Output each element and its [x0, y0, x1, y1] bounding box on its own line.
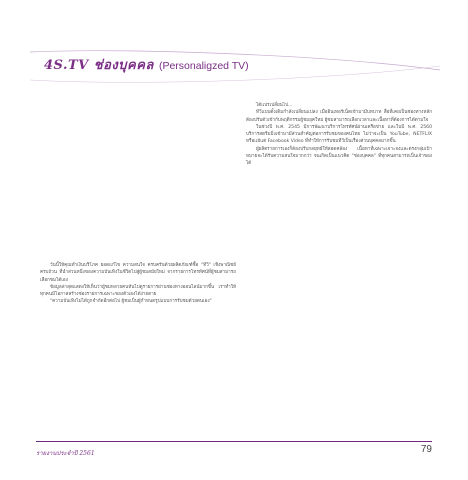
footer-divider: [36, 441, 432, 442]
right-paragraph: ผู้ผลิตรายการเองก็ต้องปรับกลยุทธ์ให้สอดคล้อง เนื้อหาที่เฉพาะเจาะจงและตรงกลุ่มเป้าหมายจะได้รับความสนใจมากกว่า จนเกิดเป็นแนวคิด "ช่องบุคคล" ที่ทุกคนสามารถเป็นเจ้าของได้: [246, 146, 432, 167]
footer-report-title: รายงานประจำปี 2561: [36, 450, 95, 457]
section-title: [44, 54, 249, 75]
right-paragraph: ในช่วงปี พ.ศ. 2545 มีการพัฒนาบริการโทรทัศน์ผ่านเครือข่าย และในปี พ.ศ. 2560 บริการสตรีมมิ่งเข้ามามีส่วนสำคัญต่อการรับชมของคนไทย ไม่ว่าจะเป็น YouTube, NETFLIX หรือแม้แต่ Facebook Video ที่ทำให้การรับชมทีวีเป็นเรื่องส่วนบุคคลมากขึ้น: [246, 124, 432, 145]
section-title-sub: (Personaligzed TV): [158, 60, 249, 72]
section-title-main: 4S.TV ช่องบุคคล: [44, 58, 154, 73]
right-paragraph: ได้แปรเปลี่ยนไป...: [256, 103, 293, 108]
right-text-column: [246, 102, 432, 168]
photo-area: [40, 102, 236, 259]
right-paragraph: ทีวีแบบดั้งเดิมกำลังเปลี่ยนแปลง เมื่ออินเทอร์เน็ตเข้ามามีบทบาท สื่อที่เคยเป็นช่องทางหลักต้องปรับตัวเข้ากับพฤติกรรมผู้ชมยุคใหม่ ผู้ชมสามารถเลือกเวลาและเนื้อหาที่ต้องการได้ตามใจ: [246, 110, 432, 123]
page-number: 79: [420, 444, 432, 455]
left-paragraph: วันนี้ให้คุณทำเงินบริโภค ยอดแก้ไข ความสนใจ ครบครันด้วยผลิตภัณฑ์ซื้อ "ทีวี" เชิงพาณิชย์ครบถ้วน ที่นำส่วนหนึ่งของความบันเทิงในชีวิตไปสู่ผู้ชมสมัยใหม่ จากรายการโทรทัศน์ที่ผู้ชมสามารถเลือกชมได้เอง: [40, 263, 236, 283]
left-text-column: [40, 262, 236, 306]
page-header: [0, 40, 468, 100]
left-paragraph: "ความบันเทิงไม่ได้ถูกจำกัดอีกต่อไป ผู้ชมเป็นผู้กำหนดรูปแบบการรับชมด้วยตนเอง": [50, 299, 212, 305]
left-paragraph: ข้อมูลล่าสุดแสดงให้เห็นว่าผู้ชมหลายคนหันไปดูรายการผ่านช่องทางออนไลน์มากขึ้น เราทำให้ทุกคนมีโอกาสสร้างช่องรายการเฉพาะของตัวเองได้ง่ายดาย: [40, 284, 236, 298]
